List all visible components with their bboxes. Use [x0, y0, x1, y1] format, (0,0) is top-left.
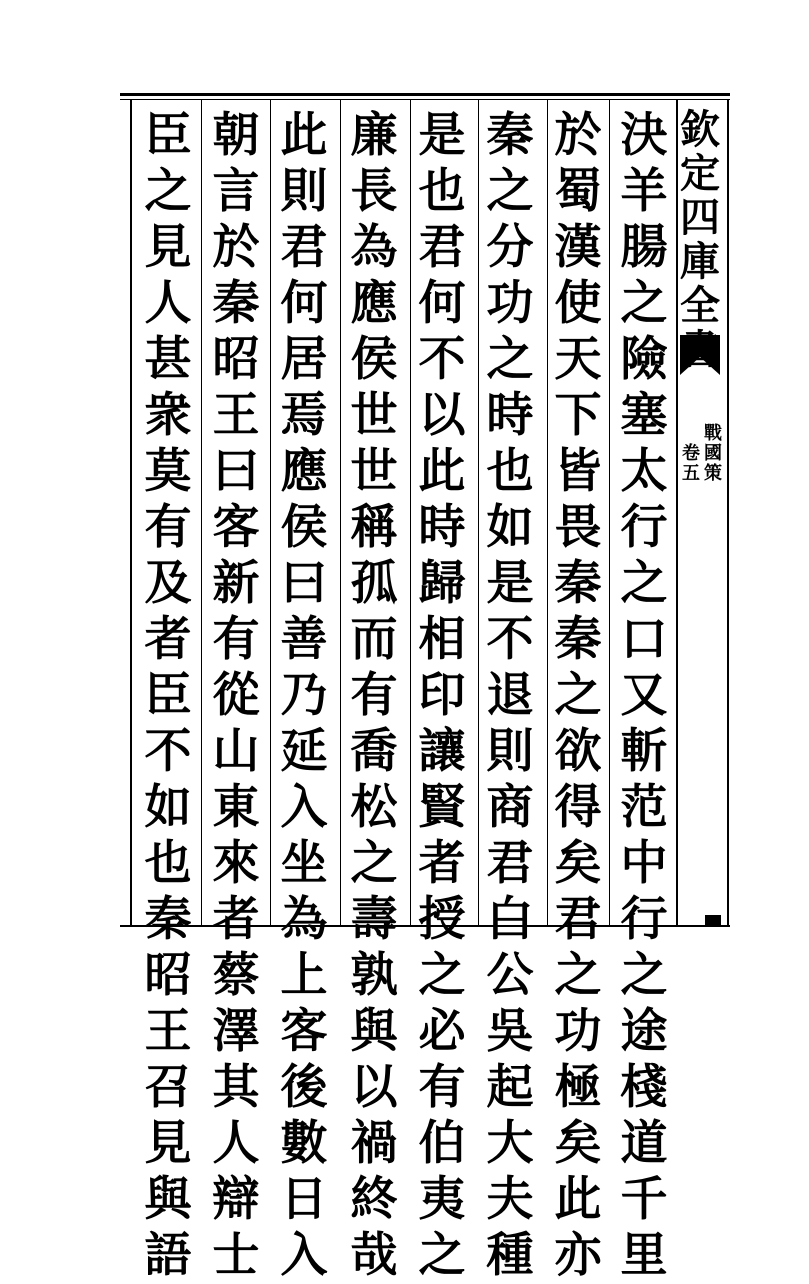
volume-char: 五	[682, 463, 700, 484]
text-character: 居	[280, 332, 328, 387]
text-character: 蜀	[554, 164, 602, 219]
text-character: 分	[486, 220, 534, 275]
volume-char: 卷	[682, 443, 700, 464]
text-character: 日	[280, 1172, 328, 1227]
text-character: 此	[554, 1172, 602, 1227]
text-character: 人	[144, 276, 192, 331]
frame-left-rule	[130, 100, 132, 925]
text-character: 險	[620, 332, 668, 387]
text-character: 行	[620, 892, 668, 947]
text-character: 侯	[280, 500, 328, 555]
text-character: 是	[486, 556, 534, 611]
library-title-char: 欽	[680, 106, 720, 153]
book-name	[704, 424, 722, 484]
text-character: 夷	[418, 1172, 466, 1227]
text-character: 漢	[554, 220, 602, 275]
fishtail-ornament-icon	[680, 335, 720, 375]
text-character: 有	[144, 500, 192, 555]
text-character: 稱	[350, 500, 398, 555]
text-character: 昭	[144, 948, 192, 1003]
text-character: 又	[620, 668, 668, 723]
text-character: 坐	[280, 836, 328, 891]
text-character: 公	[486, 948, 534, 1003]
text-character: 印	[418, 668, 466, 723]
text-column-2	[544, 108, 612, 1283]
text-character: 朝	[212, 108, 260, 163]
library-title-char: 全	[680, 282, 720, 329]
text-column-6	[270, 108, 338, 1283]
text-character: 途	[620, 1004, 668, 1059]
text-character: 中	[620, 836, 668, 891]
text-character: 人	[212, 1116, 260, 1171]
text-character: 如	[144, 780, 192, 835]
text-character: 客	[212, 500, 260, 555]
text-character: 莫	[144, 444, 192, 499]
text-character: 上	[280, 948, 328, 1003]
text-character: 腸	[620, 220, 668, 275]
text-character: 千	[620, 1172, 668, 1227]
text-character: 天	[554, 332, 602, 387]
text-character: 時	[486, 388, 534, 443]
text-character: 孰	[350, 948, 398, 1003]
text-character: 王	[144, 1004, 192, 1059]
text-character: 行	[620, 500, 668, 555]
text-character: 不	[144, 724, 192, 779]
text-character: 里	[620, 1228, 668, 1283]
text-character: 於	[212, 220, 260, 275]
text-character: 伯	[418, 1116, 466, 1171]
text-character: 君	[280, 220, 328, 275]
text-character: 世	[350, 388, 398, 443]
text-character: 也	[486, 444, 534, 499]
text-character: 入	[280, 1228, 328, 1283]
text-character: 辯	[212, 1172, 260, 1227]
text-column-3	[476, 108, 544, 1283]
text-character: 棧	[620, 1060, 668, 1115]
text-character: 矣	[554, 836, 602, 891]
text-character: 新	[212, 556, 260, 611]
text-character: 有	[212, 612, 260, 667]
text-character: 而	[350, 612, 398, 667]
text-character: 乃	[280, 668, 328, 723]
text-character: 應	[280, 444, 328, 499]
text-character: 起	[486, 1060, 534, 1115]
text-character: 喬	[350, 724, 398, 779]
text-column-4	[408, 108, 476, 1283]
text-character: 曰	[280, 556, 328, 611]
text-character: 得	[554, 780, 602, 835]
text-character: 入	[280, 780, 328, 835]
text-character: 之	[620, 276, 668, 331]
text-character: 松	[350, 780, 398, 835]
text-character: 則	[486, 724, 534, 779]
library-title-char: 四	[680, 194, 720, 241]
text-character: 太	[620, 444, 668, 499]
text-character: 何	[418, 276, 466, 331]
text-character: 之	[554, 948, 602, 1003]
text-character: 禍	[350, 1116, 398, 1171]
text-character: 羊	[620, 164, 668, 219]
text-character: 商	[486, 780, 534, 835]
text-character: 見	[144, 220, 192, 275]
text-character: 昭	[212, 332, 260, 387]
text-character: 來	[212, 836, 260, 891]
book-name-char: 國	[704, 443, 722, 464]
text-character: 廉	[350, 108, 398, 163]
text-character: 數	[280, 1116, 328, 1171]
text-character: 及	[144, 556, 192, 611]
text-character: 口	[620, 612, 668, 667]
text-character: 世	[350, 444, 398, 499]
text-character: 蔡	[212, 948, 260, 1003]
text-character: 賢	[418, 780, 466, 835]
text-character: 欲	[554, 724, 602, 779]
text-character: 不	[418, 332, 466, 387]
text-character: 使	[554, 276, 602, 331]
volume-label	[682, 444, 700, 484]
text-character: 之	[620, 556, 668, 611]
text-character: 歸	[418, 556, 466, 611]
text-character: 此	[418, 444, 466, 499]
text-character: 曰	[212, 444, 260, 499]
text-character: 客	[280, 1004, 328, 1059]
text-character: 之	[350, 836, 398, 891]
text-character: 衆	[144, 388, 192, 443]
text-character: 秦	[486, 108, 534, 163]
text-character: 功	[554, 1004, 602, 1059]
text-character: 夫	[486, 1172, 534, 1227]
text-character: 應	[350, 276, 398, 331]
library-title-char: 定	[680, 150, 720, 197]
text-character: 大	[486, 1116, 534, 1171]
text-character: 下	[554, 388, 602, 443]
text-character: 終	[350, 1172, 398, 1227]
text-character: 何	[280, 276, 328, 331]
library-title-char: 庫	[680, 238, 720, 285]
text-character: 其	[212, 1060, 260, 1115]
text-character: 後	[280, 1060, 328, 1115]
text-character: 極	[554, 1060, 602, 1115]
text-character: 士	[212, 1228, 260, 1283]
text-character: 皆	[554, 444, 602, 499]
text-character: 見	[144, 1116, 192, 1171]
text-column-7	[202, 108, 270, 1283]
text-character: 讓	[418, 724, 466, 779]
text-character: 塞	[620, 388, 668, 443]
text-character: 為	[350, 220, 398, 275]
text-character: 斬	[620, 724, 668, 779]
text-character: 功	[486, 276, 534, 331]
text-character: 君	[486, 836, 534, 891]
text-character: 為	[280, 892, 328, 947]
text-character: 是	[418, 108, 466, 163]
text-character: 壽	[350, 892, 398, 947]
text-character: 哉	[350, 1228, 398, 1283]
text-character: 者	[212, 892, 260, 947]
text-character: 決	[620, 108, 668, 163]
frame-outer-right-rule	[727, 100, 729, 925]
text-character: 吳	[486, 1004, 534, 1059]
text-character: 焉	[280, 388, 328, 443]
text-character: 君	[554, 892, 602, 947]
text-character: 東	[212, 780, 260, 835]
top-border-rule	[120, 93, 730, 96]
text-column-5	[340, 108, 408, 1283]
text-character: 王	[212, 388, 260, 443]
text-character: 之	[144, 164, 192, 219]
text-character: 之	[620, 948, 668, 1003]
text-character: 秦	[144, 892, 192, 947]
book-name-char: 戰	[704, 423, 722, 444]
text-character: 也	[418, 164, 466, 219]
text-character: 必	[418, 1004, 466, 1059]
text-character: 有	[418, 1060, 466, 1115]
text-character: 之	[418, 948, 466, 1003]
text-character: 之	[418, 1228, 466, 1283]
text-character: 山	[212, 724, 260, 779]
text-character: 此	[280, 108, 328, 163]
text-character: 道	[620, 1116, 668, 1171]
text-character: 有	[350, 668, 398, 723]
page-number-marker	[705, 915, 721, 925]
text-character: 澤	[212, 1004, 260, 1059]
text-character: 臣	[144, 668, 192, 723]
text-character: 之	[486, 164, 534, 219]
text-character: 秦	[554, 612, 602, 667]
text-character: 從	[212, 668, 260, 723]
library-title	[676, 108, 724, 372]
text-character: 退	[486, 668, 534, 723]
text-character: 延	[280, 724, 328, 779]
text-character: 則	[280, 164, 328, 219]
book-name-char: 策	[704, 463, 722, 484]
text-character: 如	[486, 500, 534, 555]
text-character: 不	[486, 612, 534, 667]
text-character: 之	[486, 332, 534, 387]
text-character: 也	[144, 836, 192, 891]
text-character: 臣	[144, 108, 192, 163]
text-column-1	[610, 108, 678, 1283]
text-character: 召	[144, 1060, 192, 1115]
text-character: 與	[144, 1172, 192, 1227]
text-character: 侯	[350, 332, 398, 387]
text-character: 於	[554, 108, 602, 163]
text-character: 相	[418, 612, 466, 667]
text-column-8	[134, 108, 202, 1283]
text-character: 孤	[350, 556, 398, 611]
top-border-rule-thin	[120, 99, 730, 100]
text-character: 時	[418, 500, 466, 555]
text-character: 以	[418, 388, 466, 443]
text-character: 以	[350, 1060, 398, 1115]
text-character: 善	[280, 612, 328, 667]
text-character: 之	[554, 668, 602, 723]
text-character: 范	[620, 780, 668, 835]
text-character: 亦	[554, 1228, 602, 1283]
text-character: 言	[212, 164, 260, 219]
text-character: 矣	[554, 1116, 602, 1171]
text-character: 白	[486, 892, 534, 947]
text-character: 甚	[144, 332, 192, 387]
text-character: 秦	[554, 556, 602, 611]
text-character: 者	[144, 612, 192, 667]
text-character: 者	[418, 836, 466, 891]
text-character: 長	[350, 164, 398, 219]
text-character: 與	[350, 1004, 398, 1059]
text-character: 授	[418, 892, 466, 947]
text-character: 語	[144, 1228, 192, 1283]
text-character: 種	[486, 1228, 534, 1283]
text-character: 秦	[212, 276, 260, 331]
text-character: 君	[418, 220, 466, 275]
text-character: 畏	[554, 500, 602, 555]
